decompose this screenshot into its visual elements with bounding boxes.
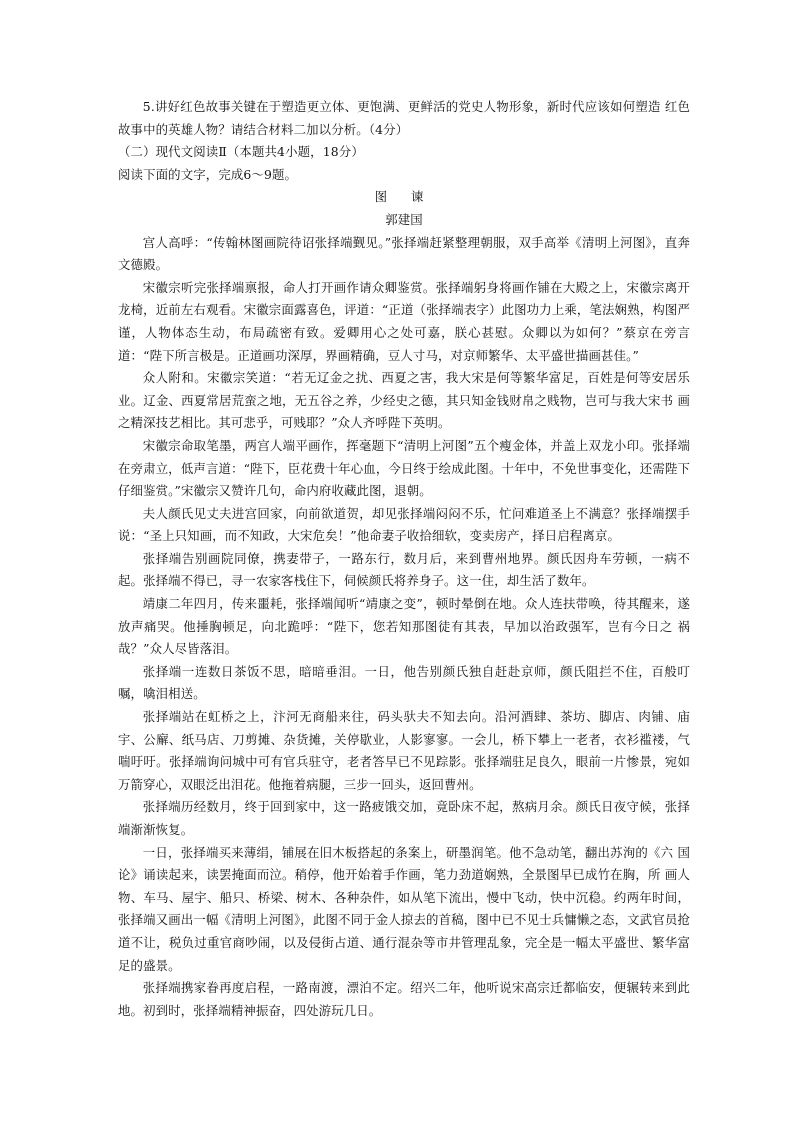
- paragraph: 夫人颜氏见丈夫进宫回家，向前欲道贺，却见张择端闷闷不乐，忙问难道圣上不满意？张择端摆手说：“圣上只知画，而不知政，大宋危矣！”他命妻子收拾细软，变卖房产，择日启程离京。: [118, 505, 690, 544]
- paragraph: 一日，张择端买来薄绢，铺展在旧木板搭起的条案上，研墨润笔。他不急动笔，翻出苏洵的《六 国论》诵读起来，读罢掩面而泣。稍停，他开始着手作画，笔力劲道娴熟，全景图早已成竹在胸，所 画人物、车马、屋宇、船只、桥梁、树木、各种杂件，如从笔下流出，慢中飞动，快中沉稳。约两年时间，张择端又画出一幅《清明上河图》，此图不同于金人掠去的首稿，图中已不见士兵慵懒之态，文武官员抢道不让，税负过重官商吵闹，以及侵街占道、通行混杂等市井管理乱象，完全是一幅太平盛世、繁华富足的盛景。: [118, 844, 690, 973]
- paragraph: 张择端告别画院同僚，携妻带子，一路东行，数月后，来到曹州地界。颜氏因舟车劳顿，一病不起。张择端不得已，寻一农家客栈住下，伺候颜氏将养身子。这一住，却生活了数年。: [118, 550, 690, 589]
- story-author: 郭建国: [385, 211, 423, 227]
- section-heading: （二）现代文阅读Ⅱ（本题共4小题，18分）: [118, 144, 364, 160]
- paragraph: 宋徽宗命取笔墨，两宫人端平画作，挥毫题下“清明上河图”五个瘦金体，并盖上双龙小印。张择端在旁肃立，低声言道：“陛下，臣花费十年心血，今日终于绘成此图。十年中，不免世事变化，还需陛下仔细鉴赏。”宋徽宗又赞许几句，命内府收藏此图，退朝。: [118, 437, 690, 499]
- paragraph: 张择端历经数月，终于回到家中，这一路疲饿交加，竟卧床不起，熬病月余。颜氏日夜守候，张择端渐渐恢复。: [118, 799, 690, 837]
- question-5: 5.讲好红色故事关键在于塑造更立体、更饱满、更鲜活的党史人物形象，新时代应该如何塑造 红色故事中的英雄人物？请结合材料二加以分析。（4分）: [118, 99, 690, 137]
- paragraph: 众人附和。宋徽宗笑道：“若无辽金之扰、西夏之害，我大宋是何等繁华富足，百姓是何等安居乐业。辽金、西夏常居荒蛮之地，无五谷之养，少经史之德，其只知金钱财帛之贱物，岂可与我大宋书 画之精深技艺相比。其可悲乎，可贱耶？”众人齐呼陛下英明。: [118, 370, 690, 431]
- reading-instruction: 阅读下面的文字，完成6～9题。: [118, 166, 298, 182]
- paragraph: 靖康二年四月，传来噩耗，张择端闻听“靖康之变”，顿时晕倒在地。众人连扶带唤，待其醒来，遂放声痛哭。他捶胸顿足，向北跪呼：“陛下，您若知那图徒有其表，早加以治政强军，岂有今日之 祸哉？”众人尽皆落泪。: [118, 596, 690, 657]
- story-title: 图 谏: [374, 189, 434, 205]
- paragraph: 宋徽宗听完张择端禀报，命人打开画作请众卿鉴赏。张择端躬身将画作铺在大殿之上，宋徽宗离开龙椅，近前左右观看。宋徽宗面露喜色，评道：“正道（张择端表字）此图功力上乘，笔法娴熟，构图严谨，人物体态生动，布局疏密有致。爱卿用心之处可嘉，朕心甚慰。众卿以为如何？”蔡京在旁言道：“陛下所言极是。正道画功深厚，界画精确，豆人寸马，对京师繁华、太平盛世描画甚佳。”: [118, 279, 690, 363]
- paragraph: 张择端一连数日茶饭不思，暗暗垂泪。一日，他告别颜氏独自赶赴京师，颜氏阻拦不住，百般叮嘱，噙泪相送。: [118, 663, 690, 702]
- paragraph: 宫人高呼：“传翰林图画院待诏张择端觐见。”张择端赶紧整理朝服，双手高举《清明上河图》，直奔文德殿。: [118, 234, 690, 273]
- paragraph: 张择端携家眷再度启程，一路南渡，漂泊不定。绍兴二年，他听说宋高宗迁都临安，便辗转来到此地。初到时，张择端精神振奋，四处游玩几日。: [118, 980, 690, 1018]
- document-body: [118, 96, 690, 1022]
- paragraph: 张择端站在虹桥之上，汴河无商船来往，码头驮夫不知去向。沿河酒肆、茶坊、脚店、肉铺、庙宇、公廨、纸马店、刀剪摊、杂货摊，关停歇业，人影寥寥。一会儿，桥下攀上一老者，衣衫褴褛，气喘吁吁。张择端询问城中可有官兵驻守，老者答早已不见踪影。张择端驻足良久，眼前一片惨景，宛如万箭穿心，双眼泛出泪花。他拖着病腿，三步一回头，返回曹州。: [118, 709, 690, 792]
